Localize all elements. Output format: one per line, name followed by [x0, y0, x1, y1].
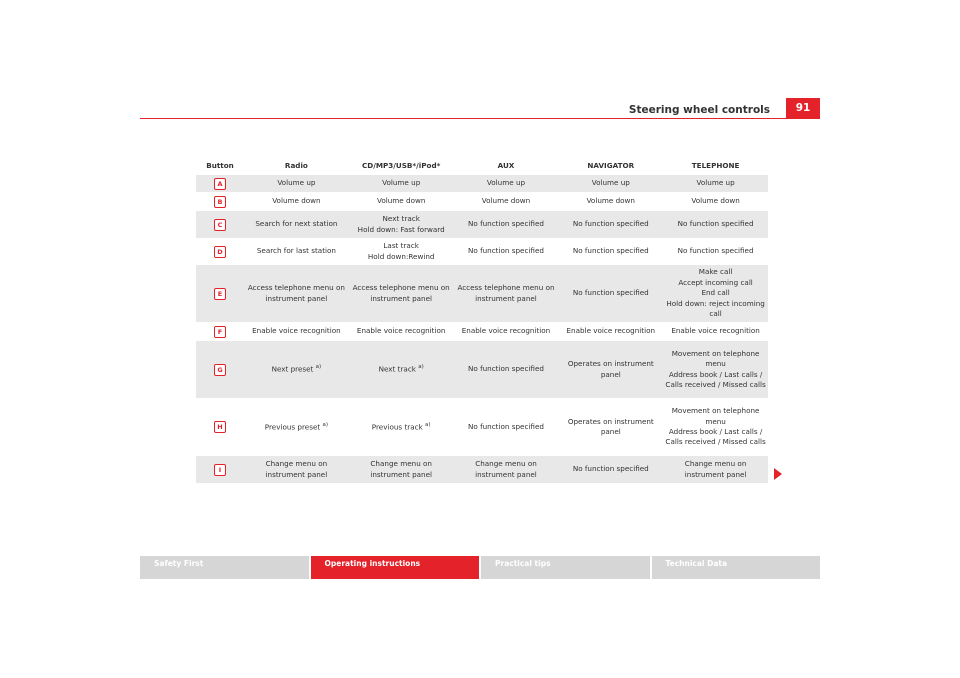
table-cell: No function specified	[663, 211, 768, 238]
table-cell: No function specified	[454, 211, 559, 238]
footer-tab-safety-first[interactable]: Safety First	[140, 556, 309, 579]
button-badge: F	[214, 326, 226, 338]
table-cell: Change menu on instrument panel	[349, 456, 454, 483]
table-cell: No function specified	[558, 456, 663, 483]
table-cell: Movement on telephone menu Address book / Last calls / Calls received / Missed calls	[663, 341, 768, 398]
table-cell: No function specified	[558, 265, 663, 322]
footer-tab-practical-tips[interactable]: Practical tips	[481, 556, 650, 579]
table-cell: Movement on telephone menu Address book / Last calls / Calls received / Missed calls	[663, 398, 768, 456]
footer-nav	[140, 556, 820, 579]
table-row	[196, 322, 768, 341]
column-header: NAVIGATOR	[587, 161, 635, 171]
table-row	[196, 211, 768, 238]
button-badge: E	[214, 288, 226, 300]
column-header: AUX	[497, 161, 515, 171]
table-cell: Volume up	[558, 175, 663, 192]
button-badge: A	[214, 178, 226, 190]
footnote-mark: a)	[322, 421, 329, 428]
button-badge: G	[214, 364, 226, 376]
table-cell: Volume up	[349, 175, 454, 192]
button-badge: B	[214, 196, 226, 208]
table-cell: Volume up	[663, 175, 768, 192]
footer-tab-operating-instructions[interactable]: Operating instructions	[311, 556, 480, 579]
header-divider	[140, 118, 820, 119]
cell-text: Previous track	[371, 421, 423, 431]
table-cell: Enable voice recognition	[349, 322, 454, 341]
table-cell: Volume up	[244, 175, 349, 192]
footer-tab-technical-data[interactable]: Technical Data	[652, 556, 821, 579]
table-cell: Volume down	[558, 192, 663, 211]
table-row	[196, 192, 768, 211]
table-row	[196, 265, 768, 322]
table-cell: Change menu on instrument panel	[663, 456, 768, 483]
cell-text: Next track	[378, 364, 416, 374]
table-cell: Access telephone menu on instrument panel	[244, 265, 349, 322]
table-cell: Next track Hold down: Fast forward	[349, 211, 454, 238]
button-badge: C	[214, 219, 226, 231]
table-cell: Make call Accept incoming call End call Hold down: reject incoming call	[663, 265, 768, 322]
table-cell	[349, 341, 454, 398]
cell-text: Previous preset	[264, 421, 321, 431]
table-row	[196, 175, 768, 192]
table-cell: Last track Hold down:Rewind	[349, 238, 454, 265]
table-cell: Search for next station	[244, 211, 349, 238]
table-cell: Access telephone menu on instrument panel	[349, 265, 454, 322]
next-page-arrow-icon[interactable]	[774, 468, 782, 480]
table-row	[196, 398, 768, 456]
column-header: Radio	[284, 161, 308, 171]
table-cell: Volume down	[244, 192, 349, 211]
table-cell: Enable voice recognition	[558, 322, 663, 341]
page-header-title: Steering wheel controls	[628, 104, 770, 116]
table-cell: No function specified	[454, 341, 559, 398]
table-row	[196, 456, 768, 483]
table-cell: No function specified	[663, 238, 768, 265]
table-cell: No function specified	[558, 211, 663, 238]
footnote-mark: a)	[425, 421, 431, 428]
table-cell: Enable voice recognition	[663, 322, 768, 341]
button-badge: H	[214, 421, 226, 433]
table-cell	[349, 398, 454, 456]
column-header: Button	[206, 161, 234, 171]
table-cell: Enable voice recognition	[244, 322, 349, 341]
table-row	[196, 341, 768, 398]
table-cell: Change menu on instrument panel	[454, 456, 559, 483]
column-header: TELEPHONE	[691, 161, 740, 171]
table-cell: Volume down	[454, 192, 559, 211]
table-cell: Volume up	[454, 175, 559, 192]
table-cell: No function specified	[558, 238, 663, 265]
table-header-row	[196, 158, 768, 175]
table-cell: Operates on instrument panel	[558, 398, 663, 456]
table-cell: Change menu on instrument panel	[244, 456, 349, 483]
column-header: CD/MP3/USB*/iPod*	[362, 161, 441, 171]
table-cell: Volume down	[349, 192, 454, 211]
steering-controls-table	[196, 158, 768, 483]
table-cell: Search for last station	[244, 238, 349, 265]
table-cell	[244, 398, 349, 456]
table-cell: No function specified	[454, 238, 559, 265]
button-badge: I	[214, 464, 226, 476]
footnote-mark: a)	[315, 364, 322, 371]
table-row	[196, 238, 768, 265]
table-cell: Access telephone menu on instrument panel	[454, 265, 559, 322]
table-cell	[244, 341, 349, 398]
table-cell: Volume down	[663, 192, 768, 211]
cell-text: Next preset	[271, 364, 314, 374]
table-cell: No function specified	[454, 398, 559, 456]
table-cell: Enable voice recognition	[454, 322, 559, 341]
page-number: 91	[786, 98, 820, 118]
button-badge: D	[214, 246, 226, 258]
footnote-mark: a)	[418, 364, 424, 371]
table-cell: Operates on instrument panel	[558, 341, 663, 398]
